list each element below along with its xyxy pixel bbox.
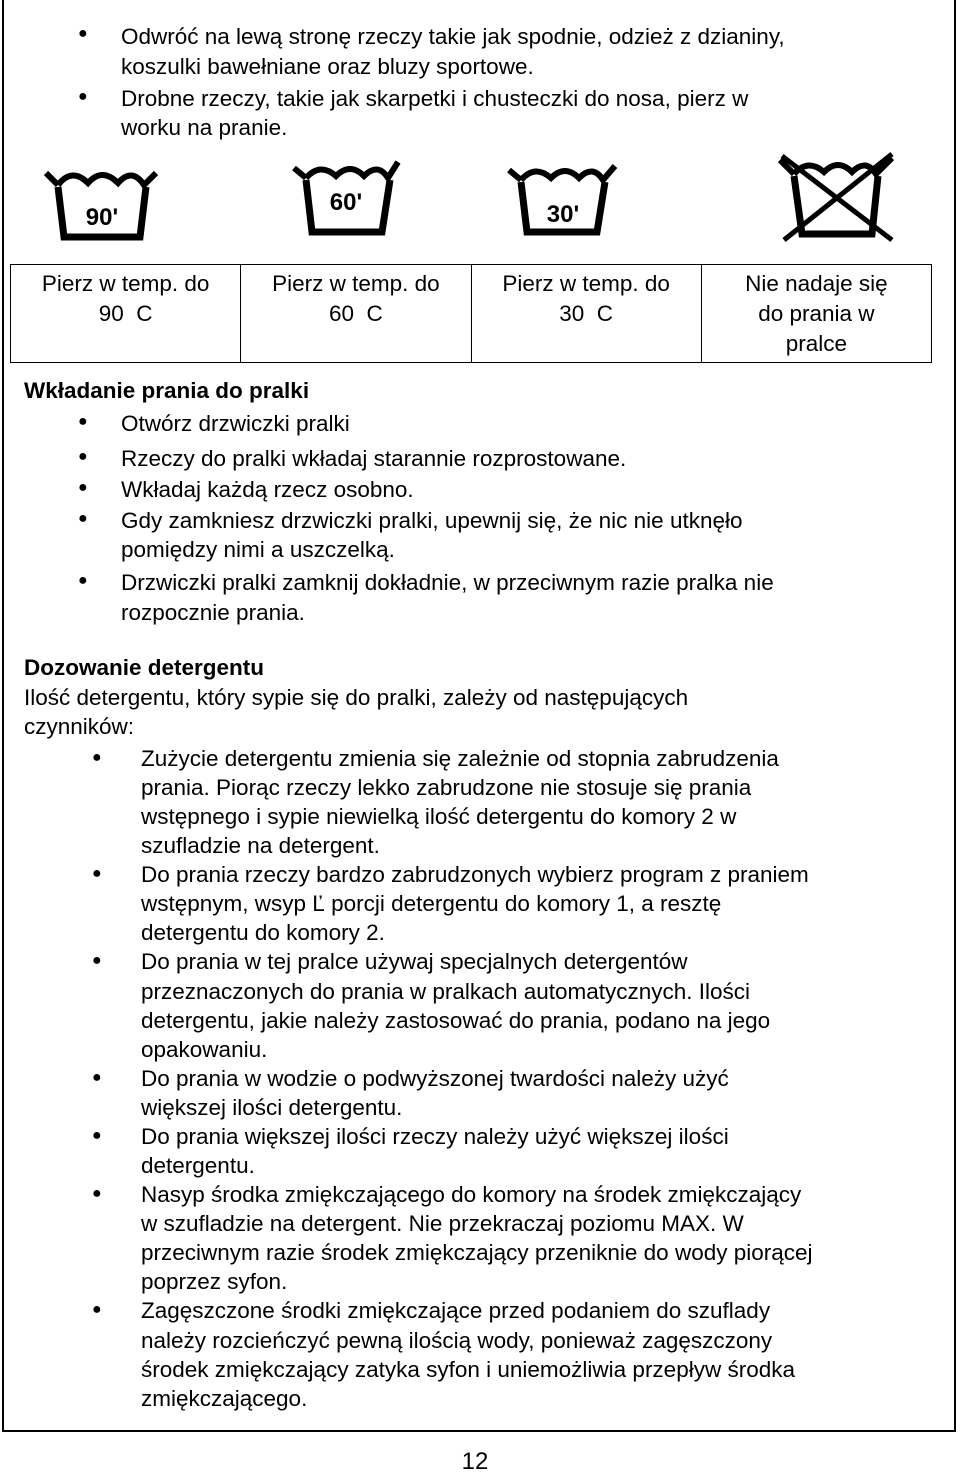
bullet-icon: ● — [78, 25, 88, 42]
list-item-line: detergentu, jakie należy zastosować do prania, podano na jego — [141, 1008, 771, 1033]
care-cell-line: 90 C — [98, 301, 153, 326]
list-item-line: detergentu. — [141, 1153, 255, 1178]
list-item-line: należy rozcieńczyć pewną ilością wody, ponieważ zagęszczony — [141, 1328, 773, 1353]
care-cell-line: Nie nadaje się — [745, 271, 888, 296]
dosing-intro-line: czynników: — [24, 714, 135, 739]
list-item: Gdy zamkniesz drzwiczki pralki, upewnij się, że nic nie utknęło — [121, 508, 743, 533]
list-item-line: poprzez syfon. — [141, 1269, 288, 1294]
care-cell-line: Pierz w temp. do — [502, 271, 670, 296]
bullet-icon: ● — [92, 749, 102, 766]
bullet-icon: ● — [78, 88, 88, 105]
list-item-line: prania. Piorąc rzeczy lekko zabrudzone nie stosuje się prania — [141, 775, 752, 800]
care-cell-line: 30 C — [559, 301, 614, 326]
care-cell-line: Pierz w temp. do — [41, 271, 210, 296]
wash-temp-label: 90' — [85, 204, 119, 231]
list-item-line: koszulki bawełniane oraz bluzy sportowe. — [121, 54, 534, 79]
list-item: Do prania w wodzie o podwyższonej twardości należy użyć — [141, 1066, 729, 1091]
bullet-icon: ● — [78, 448, 88, 465]
list-item: Zagęszczone środki zmiękczające przed podaniem do szuflady — [141, 1298, 771, 1323]
list-item-line: szufladzie na detergent. — [141, 833, 380, 858]
care-cell-line: do prania w — [758, 301, 875, 326]
list-item-line: przeciwnym razie środek zmiękczający przeniknie do wody piorącej — [141, 1240, 813, 1265]
section-heading-loading: Wkładanie prania do pralki — [24, 378, 310, 403]
list-item-line: rozpocznie prania. — [121, 600, 305, 625]
section-heading-dosing: Dozowanie detergentu — [24, 655, 265, 680]
bullet-icon: ● — [78, 413, 88, 430]
do-not-wash-icon — [776, 150, 898, 242]
list-item: Drzwiczki pralki zamknij dokładnie, w przeciwnym razie pralka nie — [121, 570, 774, 595]
bullet-icon: ● — [92, 1127, 102, 1144]
dosing-intro-line: Ilość detergentu, który sypie się do pralki, zależy od następujących — [24, 685, 689, 710]
wash-60-icon — [288, 158, 404, 240]
list-item-line: pomiędzy nimi a uszczelką. — [121, 537, 395, 562]
bullet-icon: ● — [92, 1069, 102, 1086]
care-cell-line: 60 C — [328, 301, 383, 326]
wash-temp-label: 30' — [546, 201, 580, 228]
care-cell — [471, 265, 701, 363]
list-item: Do prania w tej pralce używaj specjalnych detergentów — [141, 949, 688, 974]
care-cell — [11, 265, 241, 363]
bullet-icon: ● — [78, 479, 88, 496]
care-cell — [241, 265, 471, 363]
bullet-icon: ● — [78, 510, 88, 527]
care-cell-line: pralce — [785, 331, 848, 356]
list-item-line: środek zmiękczający zatyka syfon i uniemożliwia przepływ środka — [141, 1357, 795, 1382]
list-item: Do prania rzeczy bardzo zabrudzonych wybierz program z praniem — [141, 862, 809, 887]
bullet-icon: ● — [92, 865, 102, 882]
list-item-line: Drobne rzeczy, takie jak skarpetki i chusteczki do nosa, pierz w — [121, 86, 749, 111]
wash-90-icon — [40, 165, 162, 245]
page-number: 12 — [461, 1448, 489, 1475]
list-item: Otwórz drzwiczki pralki — [121, 411, 350, 436]
bullet-icon: ● — [92, 1301, 102, 1318]
list-item-line: przeznaczonych do prania w pralkach automatycznych. Ilości — [141, 979, 751, 1004]
list-item-line: większej ilości detergentu. — [141, 1095, 403, 1120]
wash-30-icon — [505, 160, 621, 240]
list-item: Zużycie detergentu zmienia się zależnie od stopnia zabrudzenia — [141, 746, 779, 771]
list-item-line: zmiękczającego. — [141, 1386, 308, 1411]
care-cell — [701, 265, 931, 363]
list-item-line: Odwróć na lewą stronę rzeczy takie jak spodnie, odzież z dzianiny, — [121, 24, 785, 49]
bullet-icon: ● — [78, 572, 88, 589]
wash-temp-label: 60' — [329, 189, 363, 216]
list-item-line: wstępnym, wsyp Ľ porcji detergentu do komory 1, a resztę — [141, 891, 722, 916]
list-item: Rzeczy do pralki wkładaj starannie rozprostowane. — [121, 446, 627, 471]
bullet-icon: ● — [92, 952, 102, 969]
list-item-line: worku na pranie. — [121, 115, 288, 140]
care-table — [10, 264, 932, 363]
list-item-line: opakowaniu. — [141, 1037, 268, 1062]
care-cell-line: Pierz w temp. do — [272, 271, 440, 296]
bullet-icon: ● — [92, 1185, 102, 1202]
list-item-line: detergentu do komory 2. — [141, 920, 385, 945]
list-item: Wkładaj każdą rzecz osobno. — [121, 477, 414, 502]
list-item-line: w szufladzie na detergent. Nie przekraczaj poziomu MAX. W — [141, 1211, 744, 1236]
list-item: Do prania większej ilości rzeczy należy użyć większej ilości — [141, 1124, 729, 1149]
list-item-line: wstępnego i sypie niewielką ilość detergentu do komory 2 w — [141, 804, 737, 829]
list-item: Nasyp środka zmiękczającego do komory na środek zmiękczający — [141, 1182, 802, 1207]
